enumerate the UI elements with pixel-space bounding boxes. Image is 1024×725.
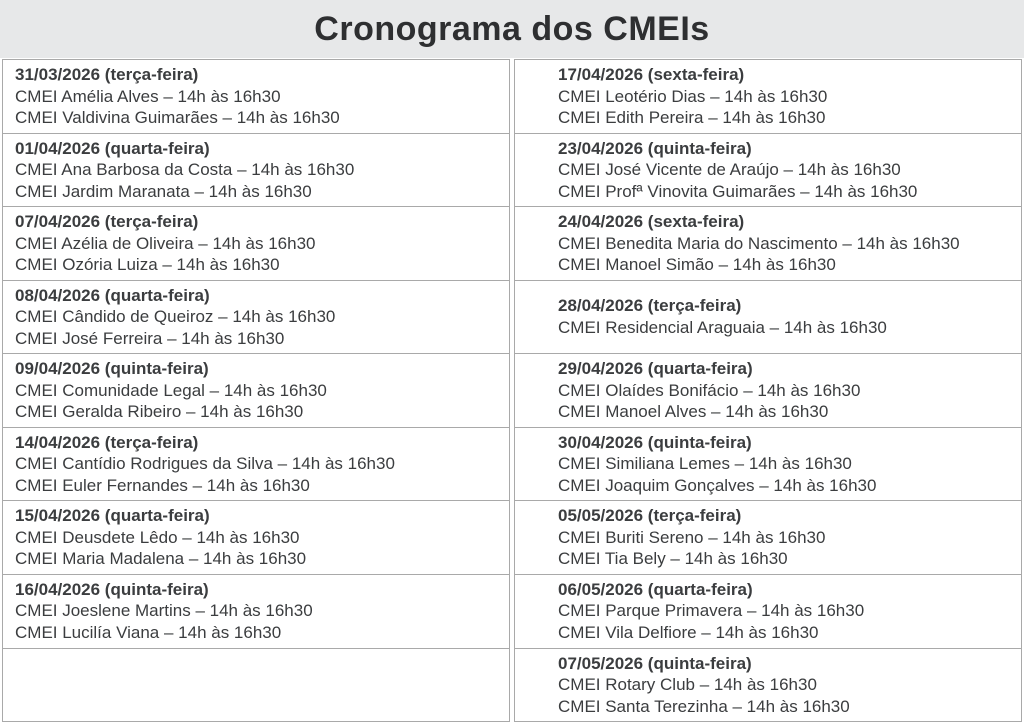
schedule-cell (515, 575, 1021, 649)
cell-entry: CMEI Santa Terezinha – 14h às 16h30 (558, 696, 850, 716)
cell-date: 14/04/2026 (terça-feira) (15, 432, 199, 452)
cell-entry: CMEI Lucilía Viana – 14h às 16h30 (15, 622, 282, 642)
cell-entry: CMEI Joaquim Gonçalves – 14h às 16h30 (558, 475, 877, 495)
schedule-cell (3, 281, 509, 355)
schedule-cell (515, 207, 1021, 281)
cell-entry: CMEI Similiana Lemes – 14h às 16h30 (558, 454, 852, 474)
cell-date: 29/04/2026 (quarta-feira) (558, 359, 753, 379)
schedule-cell (515, 134, 1021, 208)
cell-date: 17/04/2026 (sexta-feira) (558, 65, 745, 85)
schedule-cell (3, 354, 509, 428)
cell-entry: CMEI Rotary Club – 14h às 16h30 (558, 675, 817, 695)
cell-entry: CMEI Profª Vinovita Guimarães – 14h às 16h30 (558, 181, 918, 201)
cell-date: 05/05/2026 (terça-feira) (558, 506, 742, 526)
page-title: Cronograma dos CMEIs (314, 9, 710, 48)
schedule-cell (515, 60, 1021, 134)
cell-date: 28/04/2026 (terça-feira) (558, 296, 742, 316)
cell-date: 06/05/2026 (quarta-feira) (558, 579, 753, 599)
cell-entry: CMEI José Ferreira – 14h às 16h30 (15, 328, 285, 348)
schedule-cell (3, 60, 509, 134)
schedule-cell (3, 575, 509, 649)
cell-entry: CMEI Geralda Ribeiro – 14h às 16h30 (15, 402, 304, 422)
schedule-cell (515, 281, 1021, 355)
cell-entry: CMEI Edith Pereira – 14h às 16h30 (558, 108, 826, 128)
schedule-cell (515, 649, 1021, 722)
schedule-cell (515, 428, 1021, 502)
cell-entry: CMEI Deusdete Lêdo – 14h às 16h30 (15, 527, 300, 547)
cell-date: 30/04/2026 (quinta-feira) (558, 432, 752, 452)
title-banner (0, 0, 1024, 58)
cell-entry: CMEI Ana Barbosa da Costa – 14h às 16h30 (15, 160, 355, 180)
cell-date: 08/04/2026 (quarta-feira) (15, 285, 210, 305)
cell-entry: CMEI José Vicente de Araújo – 14h às 16h30 (558, 160, 901, 180)
schedule-column-left (2, 59, 510, 722)
cell-entry: CMEI Parque Primavera – 14h às 16h30 (558, 601, 865, 621)
cell-entry: CMEI Cantídio Rodrigues da Silva – 14h às 16h30 (15, 454, 395, 474)
cell-entry: CMEI Tia Bely – 14h às 16h30 (558, 549, 788, 569)
schedule-table (0, 58, 1024, 725)
schedule-cell (3, 428, 509, 502)
cell-date: 24/04/2026 (sexta-feira) (558, 212, 745, 232)
cell-date: 07/05/2026 (quinta-feira) (558, 653, 752, 673)
schedule-cell (3, 207, 509, 281)
cell-entry: CMEI Jardim Maranata – 14h às 16h30 (15, 181, 312, 201)
cell-date: 31/03/2026 (terça-feira) (15, 65, 199, 85)
cell-date: 09/04/2026 (quinta-feira) (15, 359, 209, 379)
cell-entry: CMEI Maria Madalena – 14h às 16h30 (15, 549, 307, 569)
cell-entry: CMEI Buriti Sereno – 14h às 16h30 (558, 527, 826, 547)
cell-date: 01/04/2026 (quarta-feira) (15, 138, 210, 158)
cell-entry: CMEI Amélia Alves – 14h às 16h30 (15, 86, 281, 106)
cell-entry: CMEI Ozória Luiza – 14h às 16h30 (15, 255, 280, 275)
cell-entry: CMEI Comunidade Legal – 14h às 16h30 (15, 380, 327, 400)
schedule-cell (515, 501, 1021, 575)
schedule-column-right (514, 59, 1022, 722)
schedule-cell (3, 501, 509, 575)
cell-entry: CMEI Benedita Maria do Nascimento – 14h às 16h30 (558, 233, 960, 253)
cell-entry: CMEI Euler Fernandes – 14h às 16h30 (15, 475, 310, 495)
schedule-cell (3, 134, 509, 208)
cell-entry: CMEI Vila Delfiore – 14h às 16h30 (558, 622, 819, 642)
schedule-cell-empty (3, 649, 509, 722)
cell-date: 07/04/2026 (terça-feira) (15, 212, 199, 232)
cell-entry: CMEI Leotério Dias – 14h às 16h30 (558, 86, 828, 106)
cell-entry: CMEI Olaídes Bonifácio – 14h às 16h30 (558, 380, 861, 400)
cell-entry: CMEI Valdivina Guimarães – 14h às 16h30 (15, 108, 340, 128)
cell-date: 15/04/2026 (quarta-feira) (15, 506, 210, 526)
cell-date: 23/04/2026 (quinta-feira) (558, 138, 752, 158)
cell-entry: CMEI Azélia de Oliveira – 14h às 16h30 (15, 233, 316, 253)
cell-entry: CMEI Residencial Araguaia – 14h às 16h30 (558, 317, 887, 337)
cell-entry: CMEI Manoel Alves – 14h às 16h30 (558, 402, 829, 422)
cell-entry: CMEI Manoel Simão – 14h às 16h30 (558, 255, 836, 275)
cell-date: 16/04/2026 (quinta-feira) (15, 579, 209, 599)
cell-entry: CMEI Joeslene Martins – 14h às 16h30 (15, 601, 313, 621)
schedule-cell (515, 354, 1021, 428)
cell-entry: CMEI Cândido de Queiroz – 14h às 16h30 (15, 307, 336, 327)
